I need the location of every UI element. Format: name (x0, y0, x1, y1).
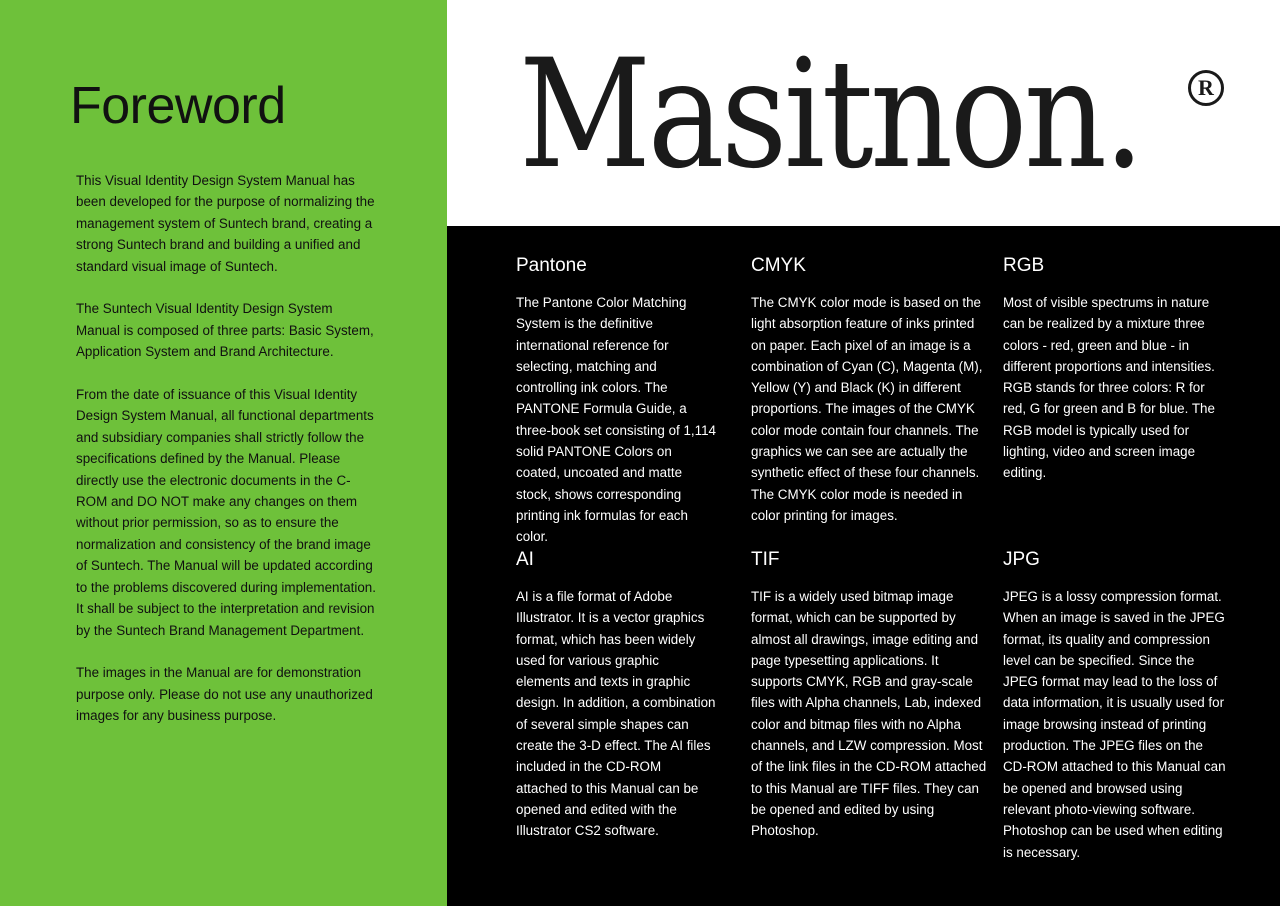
foreword-paragraph: This Visual Identity Design System Manual has been developed for the purpose of normalizing the management system of Suntech brand, creating a strong Suntech brand and building a unified and standard visual image of Suntech. (76, 173, 375, 274)
foreword-title: Foreword (70, 77, 286, 135)
section-pantone (516, 254, 716, 548)
foreword-paragraph: The Suntech Visual Identity Design System Manual is composed of three parts: Basic System, Application System and Brand Architecture. (76, 301, 374, 360)
section-body: Most of visible spectrums in nature can be realized by a mixture three colors - red, green and blue - in different proportions and intensities. RGB stands for three colors: R for red, G for green and B for blue. The RGB model is typically used for lighting, video and screen image editing. (1003, 295, 1215, 481)
logo-area (447, 0, 1280, 226)
section-title: RGB (1003, 255, 1045, 276)
section-title: AI (516, 549, 534, 570)
section-title: Pantone (516, 255, 587, 276)
section-rgb (1003, 254, 1229, 484)
brand-wordmark: Masitnon. (519, 28, 1142, 202)
foreword-paragraph: From the date of issuance of this Visual Identity Design System Manual, all functional departments and subsidiary companies shall strictly follow the specifications defined by the Manual. Please directly use the electronic documents in the C-ROM and DO NOT make any changes on them without prior permission, so as to ensure the normalization and consistency of the brand image of Suntech. The Manual will be updated according to the problems discovered during implementation. It shall be subject to the interpretation and revision by the Suntech Brand Management Department. (76, 387, 376, 638)
section-cmyk (751, 254, 987, 526)
section-title: JPG (1003, 549, 1040, 570)
registered-trademark-icon: R (1188, 70, 1224, 106)
section-body: AI is a file format of Adobe Illustrator. It is a vector graphics format, which has been widely used for various graphic elements and texts in graphic design. In addition, a combination of several simple shapes can create the 3-D effect. The AI files included in the CD-ROM attached to this Manual can be opened and edited with the Illustrator CS2 software. (516, 589, 716, 839)
section-jpg (1003, 548, 1229, 863)
color-format-panel (447, 226, 1280, 906)
foreword-panel (0, 0, 447, 906)
section-tif (751, 548, 987, 842)
section-body: TIF is a widely used bitmap image format, which can be supported by almost all drawings, image editing and page typesetting applications. It supports CMYK, RGB and gray-scale files with Alpha channels, Lab, indexed color and bitmap files with no Alpha channels, and LZW compression. Most of the link files in the CD-ROM attached to this Manual are TIFF files. They can be opened and edited by using Photoshop. (751, 589, 987, 839)
section-title: TIF (751, 549, 780, 570)
section-ai (516, 548, 716, 842)
section-title: CMYK (751, 255, 806, 276)
foreword-paragraph: The images in the Manual are for demonstration purpose only. Please do not use any unauthorized images for any business purpose. (76, 665, 373, 724)
foreword-body (76, 170, 376, 748)
section-body: The CMYK color mode is based on the light absorption feature of inks printed on paper. Each pixel of an image is a combination of Cyan (C), Magenta (M), Yellow (Y) and Black (K) in different proportions. The images of the CMYK color mode contain four channels. The graphics we can see are actually the synthetic effect of these four channels. The CMYK color mode is needed in color printing for images. (751, 295, 983, 523)
section-body: JPEG is a lossy compression format. When an image is saved in the JPEG format, its quality and compression level can be specified. Since the JPEG format may lead to the loss of data information, it is usually used for image browsing instead of printing production. The JPEG files on the CD-ROM attached to this Manual can be opened and browsed using relevant photo-viewing software. Photoshop can be used when editing is necessary. (1003, 589, 1226, 860)
section-body: The Pantone Color Matching System is the definitive international reference for selecting, matching and controlling ink colors. The PANTONE Formula Guide, a three-book set consisting of 1,114 solid PANTONE Colors on coated, uncoated and matte stock, shows corresponding printing ink formulas for each color. (516, 295, 716, 545)
